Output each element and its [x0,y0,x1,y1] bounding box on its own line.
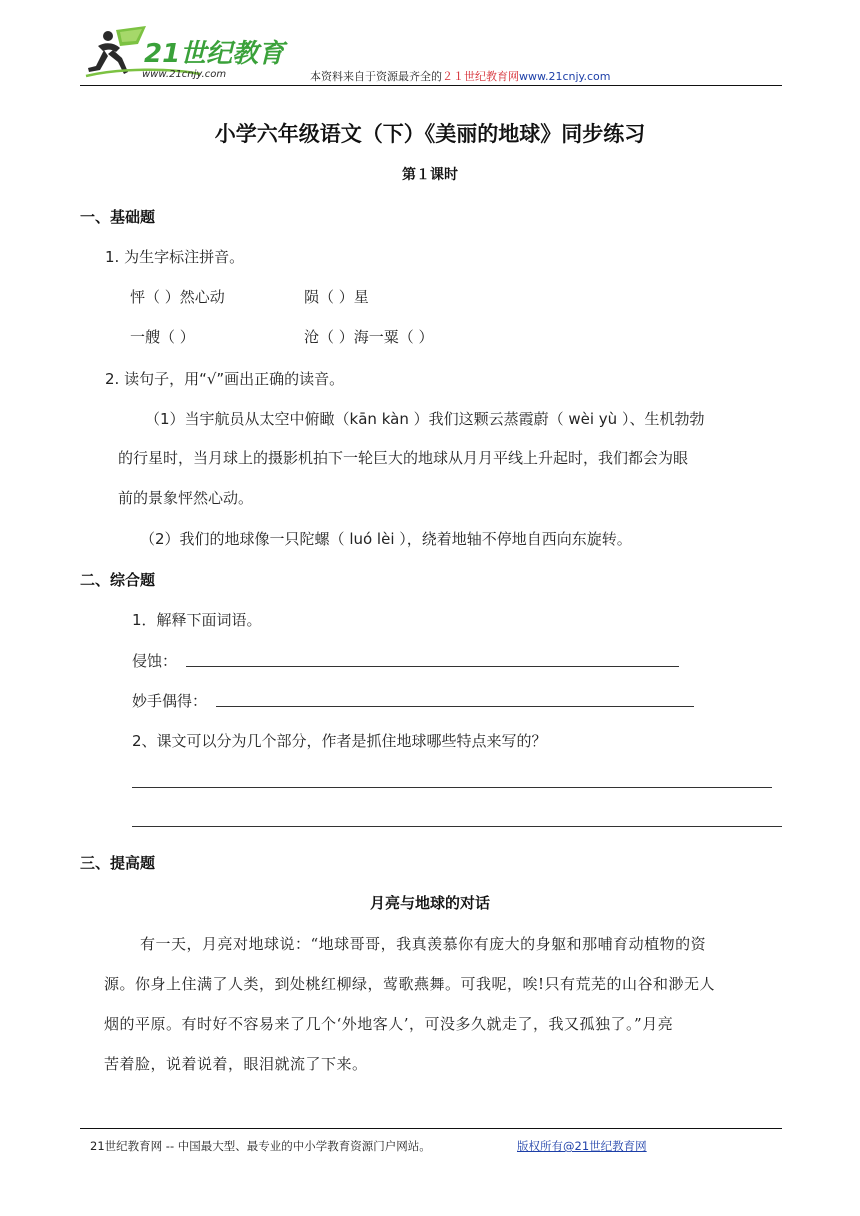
question-2-1: 1．解释下面词语。 [132,611,262,629]
word-label-qinshi: 侵蚀： [132,652,178,670]
footer-copyright-link[interactable]: 版权所有@21世纪教育网 [517,1139,647,1153]
svg-text:21世纪教育: 21世纪教育 [144,39,285,69]
answer-line-2[interactable] [132,826,782,827]
sentence-1-line-2: 的行星时，当月球上的摄影机拍下一轮巨大的地球从月月平线上升起时，我们都会为眼 [118,449,689,467]
word-label-miaoshououde: 妙手偶得： [132,692,208,710]
sentence-1-line-3: 前的景象怦然心动。 [118,489,254,507]
svg-text:www.21cnjy.com: www.21cnjy.com [142,69,227,80]
story-title: 月亮与地球的对话 [369,894,490,912]
header-note-prefix: 本资料来自于资源最齐全的 [310,70,442,83]
question-2-2: 2、课文可以分为几个部分，作者是抓住地球哪些特点来写的？ [132,732,547,750]
pinyin-item-cang-su: 沧（ ）海一粟（ ） [304,328,434,346]
story-line-4: 苦着脸，说着说着，眼泪就流了下来。 [104,1055,368,1073]
answer-line-qinshi[interactable] [186,666,679,667]
story-line-1: 有一天，月亮对地球说：“地球哥哥，我真羡慕你有庞大的身躯和那哺育动植物的资 [140,935,707,953]
header-source-note [310,68,610,84]
section-heading-comprehensive: 二、综合题 [80,571,156,589]
page-title: 小学六年级语文（下）《美丽的地球》同步练习 [214,122,646,146]
lesson-subtitle: 第１课时 [402,167,458,183]
header-note-url[interactable]: www.21cnjy.com [519,70,611,83]
sentence-1-line-1: （1）当宇航员从太空中俯瞰（kān kàn ）我们这颗云蒸霞蔚（ wèi yù ）、生机勃勃 [145,410,705,428]
header-note-site[interactable]: ２１世纪教育网 [442,70,519,83]
section-heading-advanced: 三、提高题 [80,854,156,872]
section-heading-basic: 一、基础题 [80,208,156,226]
pinyin-item-sou: 一艘（ ） [130,328,195,346]
question-1-2: 2. 读句子，用“√”画出正确的读音。 [105,370,345,388]
pinyin-item-yun: 陨（ ）星 [304,288,369,306]
header-divider [80,85,782,86]
footer-divider [80,1128,782,1129]
footer-description: 21世纪教育网 -- 中国最大型、最专业的中小学教育资源门户网站。 [90,1139,431,1153]
site-logo [80,22,290,82]
answer-line-miaoshououde[interactable] [216,706,694,707]
runner-logo-icon [80,22,290,82]
answer-line-1[interactable] [132,787,772,788]
story-line-3: 烟的平原。有时好不容易来了几个‘外地客人’，可没多久就走了，我又孤独了。”月亮 [104,1015,674,1033]
question-1-1: 1. 为生字标注拼音。 [105,248,245,266]
story-line-2: 源。你身上住满了人类，到处桃红柳绿，莺歌燕舞。可我呢，唉!只有荒芜的山谷和渺无人 [104,975,716,993]
pinyin-item-peng: 怦（ ）然心动 [130,288,225,306]
sentence-2: （2）我们的地球像一只陀螺（ luó lèi ），绕着地轴不停地自西向东旋转。 [140,530,632,548]
